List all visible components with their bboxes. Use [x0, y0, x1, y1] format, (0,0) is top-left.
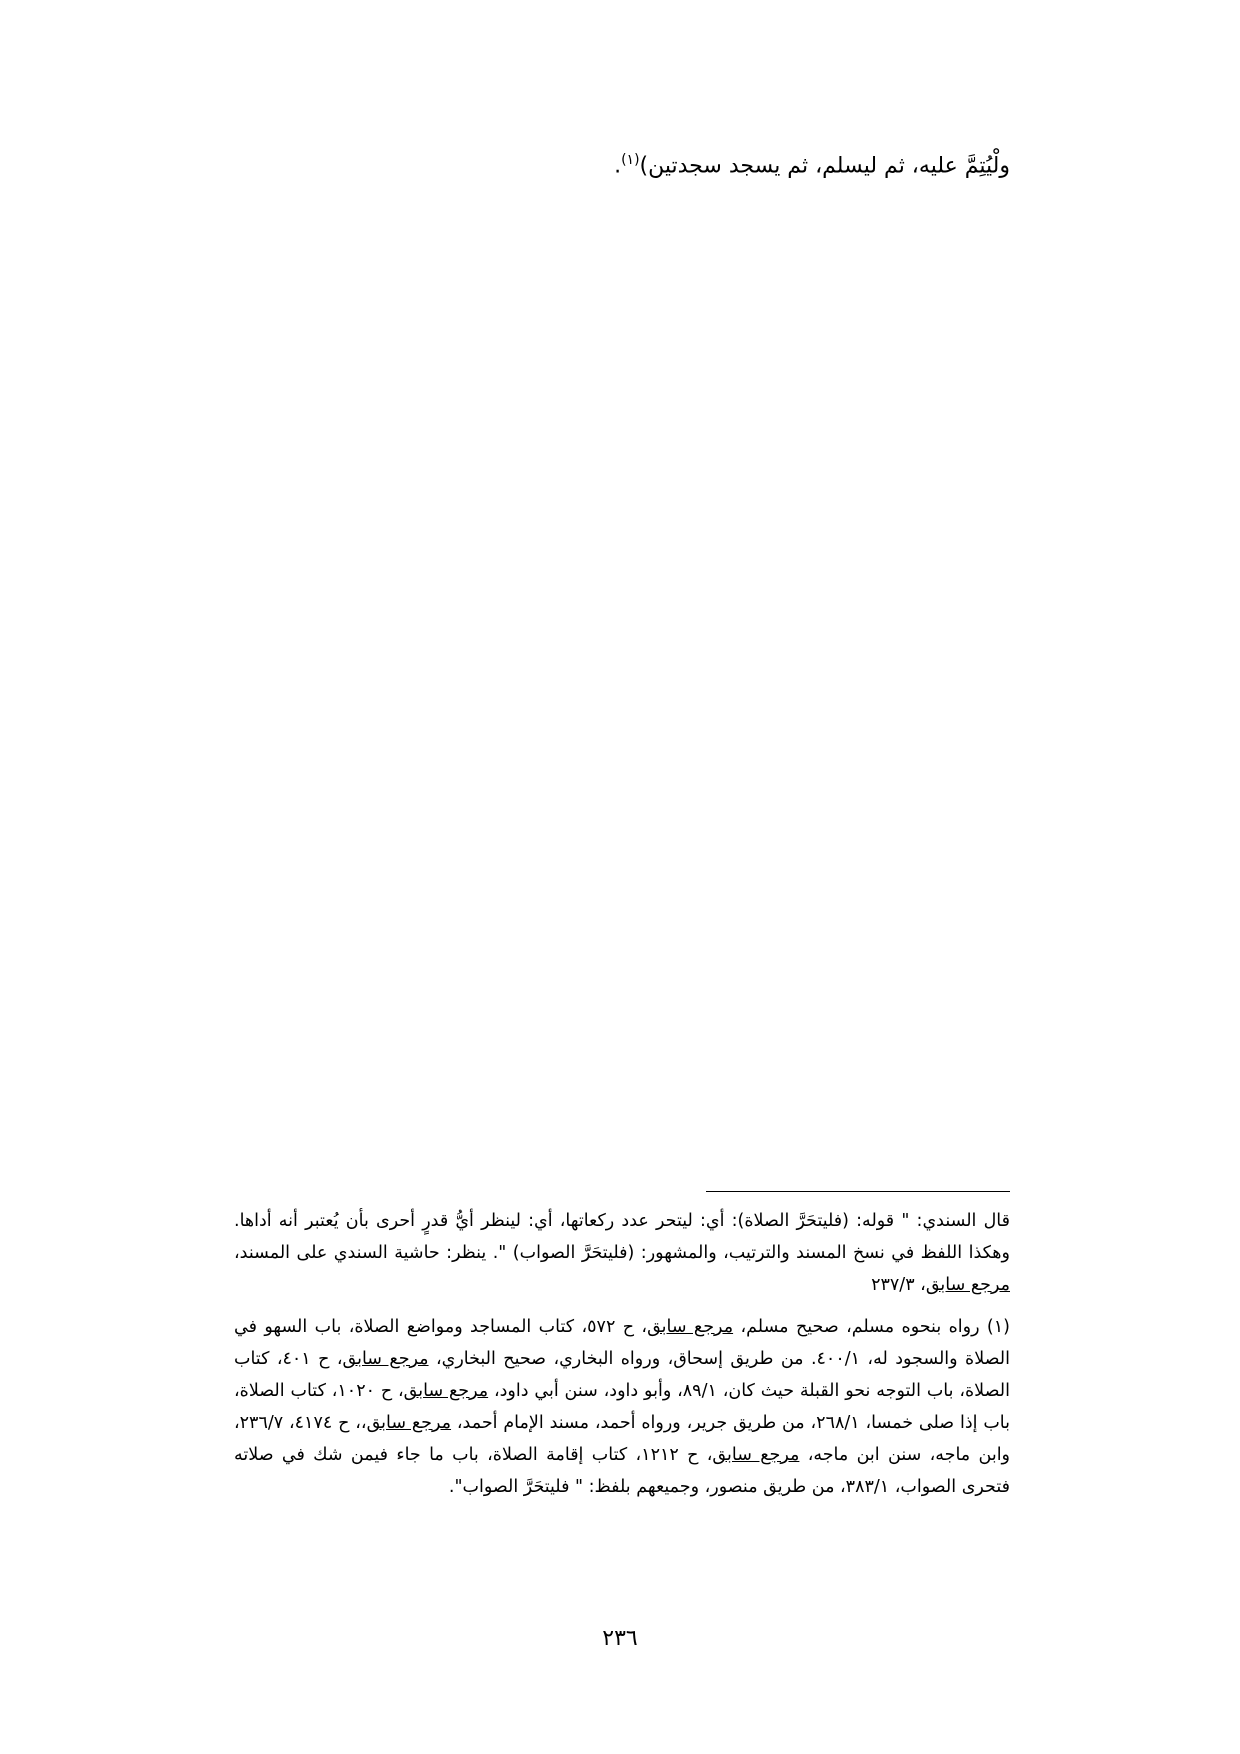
- footnote-ref-1[interactable]: (١): [621, 152, 640, 168]
- reference-link: مرجع سابق: [403, 1381, 489, 1401]
- footnote-text: ، ح ٥٧٢، كتاب المساجد ومواضع الصلاة، باب السهو في الصلاة والسجود له، ٤٠٠/١. من طريق إسحاق، ورواه البخاري، صحيح البخاري،: [234, 1317, 1011, 1369]
- footnote-text: ، ح ٤٠١، كتاب الصلاة، باب التوجه نحو القبلة حيث كان، ٨٩/١، وأبو داود، سنن أبي داود،: [234, 1349, 1010, 1401]
- footnote-text: ،، ح ٤١٧٤، ٢٣٦/٧، وابن ماجه، سنن ابن ماجه،: [234, 1413, 1011, 1465]
- reference-link: مرجع سابق: [712, 1445, 800, 1465]
- footnote-text: ، ح ١٠٢٠، كتاب الصلاة، باب إذا صلى خمسا، ٢٦٨/١، من طريق جرير، ورواه أحمد، مسند الإمام أحمد،: [234, 1381, 1011, 1433]
- footnote-text: قال السندي: " قوله: (فليتحَرَّ الصلاة): أي: ليتحر عدد ركعاتها، أي: لينظر أيُّ قدرٍ أحرى بأن يُعتبر أنه أداها. وهكذا اللفظ في نسخ المسند والترتيب، والمشهور: (فليتحَرَّ الصواب) ". ينظر: حاشية السندي على المسند،: [234, 1211, 1010, 1263]
- footnote-text: ، ٢٣٧/٣: [871, 1275, 926, 1295]
- footnotes: [234, 1205, 1010, 1513]
- footnote-text: ، ح ١٢١٢، كتاب إقامة الصلاة، باب ما جاء فيمن شك في صلاته فتحرى الصواب، ٣٨٣/١، من طريق منصور، وجميعهم بلفظ: " فليتحَرَّ الصواب".: [234, 1445, 1010, 1497]
- footnote-1: [234, 1311, 1010, 1503]
- page-number: ٢٣٦: [602, 1626, 638, 1651]
- reference-link: مرجع سابق: [647, 1317, 734, 1337]
- main-text: [230, 142, 1010, 184]
- footnote-continued: [234, 1205, 1010, 1301]
- main-text-body: ولْيُتِمَّ عليه، ثم ليسلم، ثم يسجد سجدتين): [639, 153, 1010, 179]
- main-text-end: .: [614, 153, 622, 179]
- reference-link: مرجع سابق: [342, 1349, 429, 1369]
- footnote-text: (١) رواه بنحوه مسلم، صحيح مسلم،: [733, 1317, 1010, 1337]
- footnote-separator: [706, 1191, 1010, 1192]
- reference-link: مرجع سابق: [366, 1413, 452, 1433]
- reference-link: مرجع سابق: [925, 1275, 1010, 1295]
